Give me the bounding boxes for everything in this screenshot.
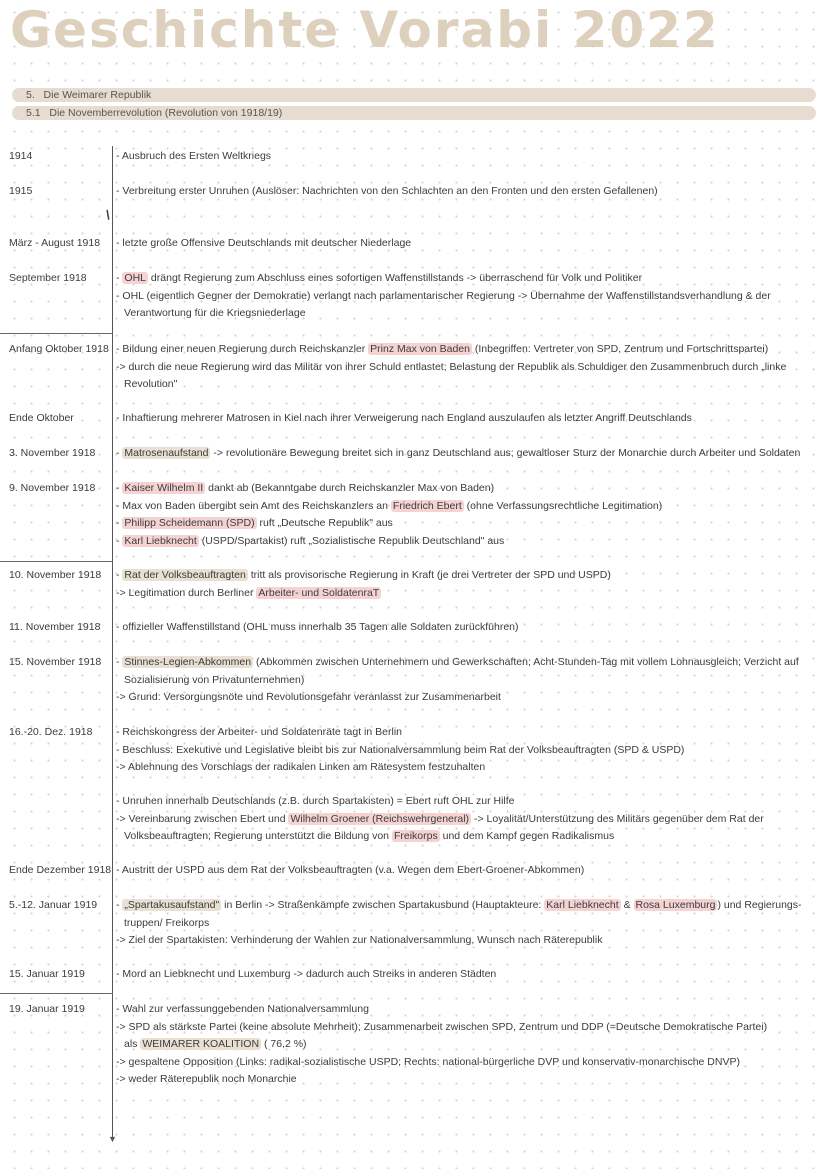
- text-segment: - offizieller Waffenstillstand (OHL muss innerhalb 35 Tagen alle Soldaten zurückführen): [116, 621, 519, 633]
- entry-line: [116, 567, 816, 585]
- text-segment: - Unruhen innerhalb Deutschlands (z.B. durch Spartakisten) = Ebert ruft OHL zur Hilfe: [116, 795, 515, 807]
- text-segment: -: [116, 899, 123, 911]
- page-title: Geschichte Vorabi 2022: [10, 1, 720, 59]
- entry-date: 15. November 1918: [9, 656, 102, 668]
- entry-line: [116, 654, 816, 672]
- entry-line: [116, 183, 816, 201]
- entry-line: [116, 672, 816, 690]
- entry-text: [116, 445, 816, 463]
- entry-date: Ende Oktober: [9, 412, 74, 424]
- text-segment: - Reichskongress der Arbeiter- und Soldatenräte tagt in Berlin: [116, 726, 402, 738]
- entry-line: [116, 742, 816, 760]
- entry-date: September 1918: [9, 272, 87, 284]
- text-segment: ( 76,2 %): [261, 1038, 307, 1050]
- entry-text: [116, 724, 816, 777]
- entry-text: [116, 183, 816, 201]
- entry-line: [116, 585, 816, 603]
- text-segment: Revolution": [124, 378, 178, 390]
- text-segment: - Verbreitung erster Unruhen (Auslöser: Nachrichten von den Schlachten an den Fronten und den ersten Gefallenen): [116, 185, 658, 197]
- text-segment: tritt als provisorische Regierung in Kraft (je drei Vertreter der SPD und USPD): [247, 569, 611, 581]
- entry-date: 9. November 1918: [9, 482, 96, 494]
- highlight-person: Wilhelm Groener (Reichswehrgeneral): [290, 812, 470, 825]
- highlight-term: Rat der Volksbeauftragten: [124, 569, 246, 581]
- entry-line: [116, 359, 816, 377]
- text-segment: -> Loyalität/Unterstützung des Militärs gegenüber dem Rat der: [471, 812, 764, 825]
- text-segment: - Bildung einer neuen Regierung durch Reichskanzler: [116, 343, 369, 355]
- text-segment: - Inhaftierung mehrerer Matrosen in Kiel nach ihrer Verweigerung nach England auszulaufen als letzter Angriff Deutschlands: [116, 412, 692, 424]
- text-segment: ruft „Deutsche Republik" aus: [256, 517, 393, 529]
- entry-line: [116, 759, 816, 777]
- text-segment: -> Vereinbarung zwischen Ebert und: [116, 812, 289, 825]
- highlight-person: Friedrich Ebert: [392, 499, 462, 512]
- entry-line: [116, 376, 816, 394]
- entry-text: [116, 235, 816, 253]
- text-segment: - Austritt der USPD aus dem Rat der Volksbeauftragten (v.a. Wegen dem Ebert-Groener-Abkommen): [116, 864, 585, 876]
- text-segment: - Ausbruch des Ersten Weltkriegs: [116, 150, 272, 162]
- text-segment: dankt ab (Bekanntgabe durch Reichskanzler Max von Baden): [205, 482, 495, 494]
- timeline-separator: [0, 993, 113, 994]
- entry-text: [116, 480, 816, 550]
- highlight-person: Prinz Max von Baden: [370, 343, 470, 355]
- timeline-separator: [0, 333, 113, 334]
- entry-text: [116, 1001, 816, 1089]
- text-segment: Verantwortung für die Kriegsniederlage: [124, 307, 306, 319]
- entry-date: 5.-12. Januar 1919: [9, 899, 98, 911]
- highlight-term: WEIMARER KOALITION: [142, 1038, 260, 1050]
- text-segment: - Mord an Liebknecht und Luxemburg -> dadurch auch Streiks in anderen Städten: [116, 968, 497, 980]
- text-segment: (USPD/Spartakist) ruft „Sozialistische Republik Deutschland" aus: [198, 534, 505, 547]
- highlight-person: OHL: [124, 272, 147, 284]
- text-segment: -> Grund: Versorgungsnöte und Revolutionsgefahr veranlasst zur Zusammenarbeit: [116, 691, 501, 703]
- entry-line: [116, 619, 816, 637]
- entry-text: [116, 793, 816, 846]
- text-segment: - OHL (eigentlich Gegner der Demokratie) verlangt nach parlamentarischer Regierung -> Übernahme der Waffenstillstandsverhandlung & der: [116, 289, 771, 302]
- entry-date: 15. Januar 1919: [9, 968, 85, 980]
- highlight-person: Karl Liebknecht: [124, 534, 197, 547]
- text-segment: &: [620, 899, 634, 911]
- entry-line: [116, 1071, 816, 1089]
- entry-line: [116, 828, 816, 846]
- entry-line: [116, 480, 816, 498]
- entry-line: [116, 410, 816, 428]
- entry-text: [116, 897, 816, 950]
- entry-line: [116, 932, 816, 950]
- text-segment: in Berlin -> Straßenkämpfe zwischen Spartakusbund (Hauptakteure:: [221, 899, 545, 911]
- entry-text: [116, 148, 816, 166]
- highlight-term: „Spartakusaufstand": [124, 899, 220, 911]
- entry-date: 1915: [9, 185, 33, 197]
- highlight-term: Stinnes-Legien-Abkommen: [124, 656, 252, 668]
- entry-text: [116, 270, 816, 323]
- text-segment: ) und Regierungs-: [717, 899, 802, 911]
- entry-text: [116, 862, 816, 880]
- text-segment: -> weder Räterepublik noch Monarchie: [116, 1073, 297, 1085]
- text-segment: -> Ablehnung des Vorschlags der radikalen Linken am Rätesystem festzuhalten: [116, 761, 486, 773]
- text-segment: und dem Kampf gegen Radikalismus: [439, 830, 615, 842]
- entry-date: 11. November 1918: [9, 621, 101, 633]
- highlight-person: Kaiser Wilhelm II: [124, 482, 204, 494]
- text-segment: - Wahl zur verfassunggebenden Nationalversammlung: [116, 1003, 369, 1015]
- text-segment: (Abkommen zwischen Unternehmern und Gewerkschaften; Acht-Stunden-Tag mit vollem Lohnausgleich; Verzicht auf: [253, 656, 799, 668]
- entry-date: Anfang Oktober 1918: [9, 343, 109, 355]
- highlight-person: Freikorps: [393, 830, 438, 842]
- entry-line: [116, 897, 816, 915]
- entry-line: [116, 341, 816, 359]
- entry-text: [116, 410, 816, 428]
- entry-date: 19. Januar 1919: [9, 1003, 85, 1015]
- text-segment: - letzte große Offensive Deutschlands mit deutscher Niederlage: [116, 237, 412, 249]
- entry-line: [116, 1054, 816, 1072]
- entry-line: [116, 305, 816, 323]
- text-segment: -: [116, 517, 123, 529]
- entry-date: 1914: [9, 150, 33, 162]
- entry-line: [116, 1001, 816, 1019]
- entry-text: [116, 567, 816, 602]
- text-segment: truppen/ Freikorps: [124, 916, 210, 929]
- entry-line: [116, 793, 816, 811]
- entry-line: [116, 148, 816, 166]
- text-segment: Sozialisierung von Privatunternehmen): [124, 673, 305, 686]
- text-segment: -> revolutionäre Bewegung breitet sich in ganz Deutschland aus; gewaltloser Sturz der Monarchie durch Arbeiter und Soldaten: [210, 447, 801, 459]
- text-segment: -: [116, 569, 123, 581]
- text-segment: (Inbegriffen: Vertreter von SPD, Zentrum und Fortschrittspartei): [471, 343, 769, 355]
- text-segment: -: [116, 534, 123, 547]
- text-segment: -> Legitimation durch Berliner: [116, 586, 257, 599]
- entry-line: [116, 533, 816, 551]
- entry-date: 3. November 1918: [9, 447, 96, 459]
- entry-date: 16.-20. Dez. 1918: [9, 726, 93, 738]
- entry-line: [116, 235, 816, 253]
- text-segment: -: [116, 656, 123, 668]
- text-segment: -> Ziel der Spartakisten: Verhinderung der Wahlen zur Nationalversammlung, Wunsch nach Räterepublik: [116, 934, 603, 946]
- section-number: 5.1: [26, 107, 41, 119]
- chapter-label: Die Weimarer Republik: [43, 89, 152, 101]
- text-segment: -: [116, 447, 123, 459]
- entry-text: [116, 341, 816, 394]
- entry-date: 10. November 1918: [9, 569, 102, 581]
- highlight-person: Karl Liebknecht: [546, 899, 619, 911]
- entry-line: [116, 1019, 816, 1037]
- entry-line: [116, 445, 816, 463]
- text-segment: Volksbeauftragten; Regierung unterstützt die Bildung von: [124, 830, 392, 842]
- entry-line: [116, 689, 816, 707]
- timeline-arrow-icon: ▼: [108, 1134, 117, 1144]
- highlight-term: Matrosenaufstand: [124, 447, 209, 459]
- text-segment: als: [124, 1038, 141, 1050]
- timeline-axis: [112, 146, 113, 1138]
- highlight-person: Rosa Luxemburg: [635, 899, 716, 911]
- entry-text: [116, 619, 816, 637]
- entry-line: [116, 811, 816, 829]
- entry-line: [116, 966, 816, 984]
- section-label: Die Novemberrevolution (Revolution von 1918/19): [49, 107, 283, 119]
- entry-line: [116, 862, 816, 880]
- text-segment: (ohne Verfassungsrechtliche Legitimation): [463, 499, 663, 512]
- chapter-number: 5.: [26, 89, 35, 101]
- text-segment: -> durch die neue Regierung wird das Militär von ihrer Schuld entlastet; Belastung der Republik als Schuldiger den Zusammenbruch durch „linke: [116, 360, 787, 373]
- entry-line: [116, 288, 816, 306]
- text-segment: - Max von Baden übergibt sein Amt des Reichskanzlers an: [116, 499, 391, 512]
- entry-line: [116, 1036, 816, 1054]
- timeline-separator: [0, 561, 113, 562]
- entry-date: Ende Dezember 1918: [9, 864, 112, 876]
- text-segment: - Beschluss: Exekutive und Legislative bleibt bis zur Nationalversammlung beim Rat der Volksbeauftragten (SPD & USPD): [116, 743, 685, 756]
- entry-date: März - August 1918: [9, 237, 101, 249]
- text-segment: -: [116, 272, 123, 284]
- entry-line: [116, 270, 816, 288]
- text-segment: -> SPD als stärkste Partei (keine absolute Mehrheit); Zusammenarbeit zwischen SPD, Zentrum und DDP (=Deutsche Demokratische Partei): [116, 1020, 768, 1033]
- entry-text: [116, 966, 816, 984]
- highlight-person: Philipp Scheidemann (SPD): [124, 517, 255, 529]
- section-banner: [12, 106, 816, 120]
- text-segment: -> gespaltene Opposition (Links: radikal-sozialistische USPD; Rechts: national-bürgerliche DVP und konservativ-monarchische DNVP): [116, 1055, 740, 1068]
- entry-line: [116, 915, 816, 933]
- text-segment: drängt Regierung zum Abschluss eines sofortigen Waffenstillstands -> überraschend für Volk und Politiker: [148, 272, 643, 284]
- entry-line: [116, 724, 816, 742]
- entry-line: [116, 515, 816, 533]
- entry-line: [116, 498, 816, 516]
- timeline-break-mark: //: [102, 208, 111, 223]
- highlight-person: Arbeiter- und SoldatenraT: [258, 586, 380, 599]
- text-segment: -: [116, 482, 123, 494]
- chapter-banner: [12, 88, 816, 102]
- entry-text: [116, 654, 816, 707]
